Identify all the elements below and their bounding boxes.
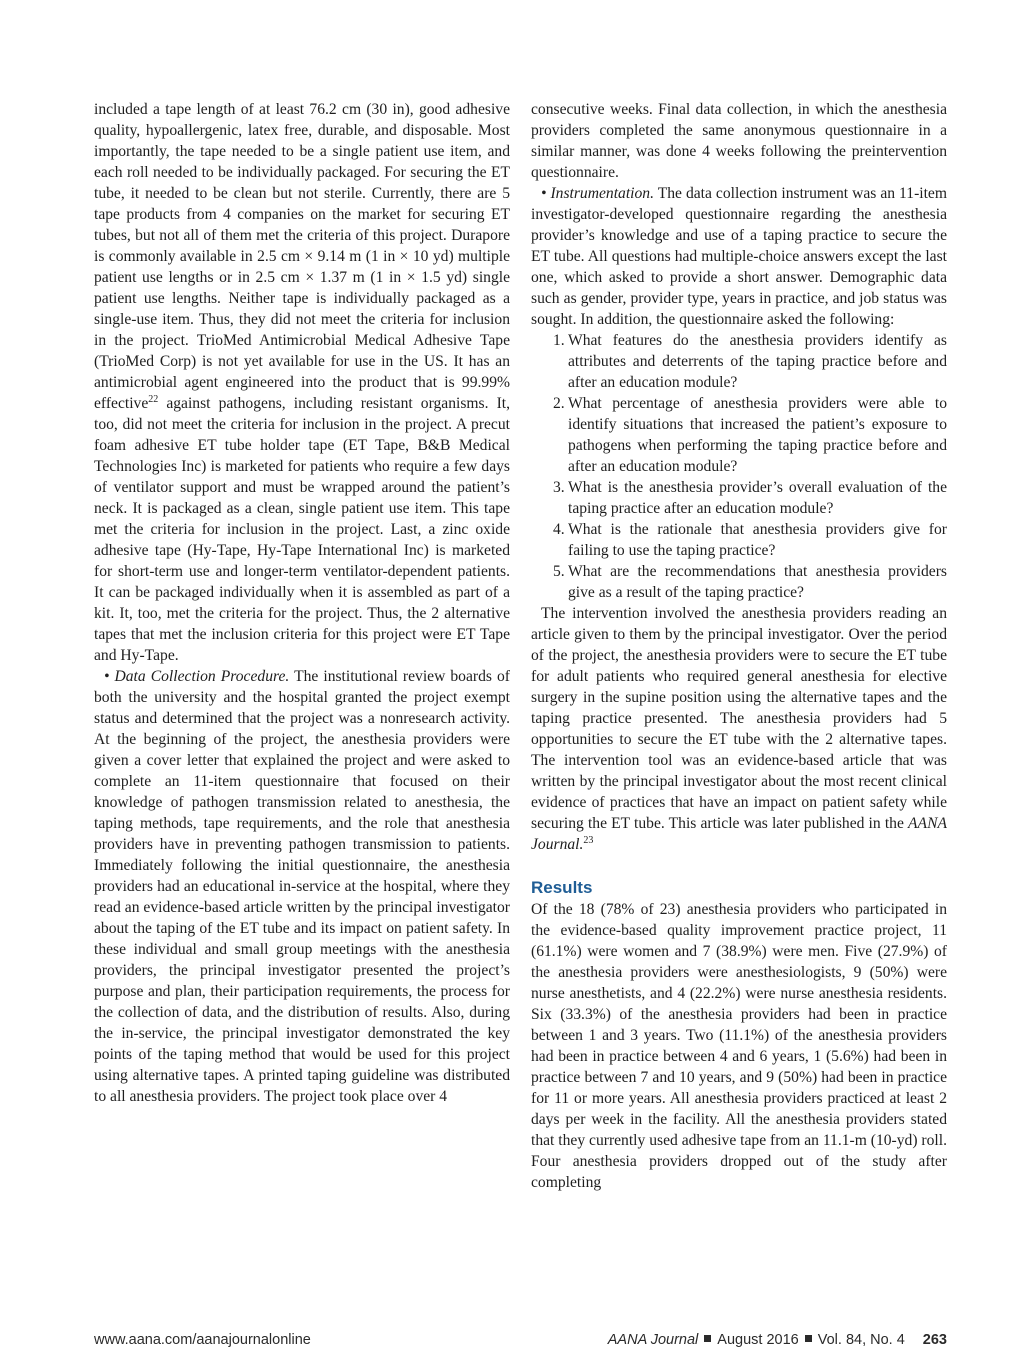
- body-paragraph: [531, 183, 947, 330]
- list-item-text: What are the recommendations that anesthesia providers give as a result of the taping practice?: [568, 563, 947, 601]
- list-number: 5.: [553, 563, 565, 580]
- paragraph-text: The intervention involved the anesthesia providers reading an article given to them by the principal investigator. Over the period of the project, the anesthesia providers were to secure the ET tube for adult patients who required general anesthesia for elective surgery in the supine position using the alternative tapes and the taping practice presented. The anesthesia providers had 5 opportunities to secure the ET tube with the 2 alternative tapes. The intervention tool was an evidence-based article that was written by the principal investigator about the most recent clinical evidence of practices that have an impact on patient safety while securing the ET tube. This article was later published in the: [531, 605, 947, 832]
- citation-superscript: 23: [583, 835, 594, 846]
- list-number: 3.: [553, 479, 565, 496]
- body-paragraph: [531, 899, 947, 1193]
- list-item-text: What is the rationale that anesthesia providers give for failing to use the taping practice?: [568, 521, 947, 559]
- list-item-text: What is the anesthesia provider’s overall evaluation of the taping practice after an education module?: [568, 479, 947, 517]
- footer-url[interactable]: www.aana.com/aanajournalonline: [94, 1332, 311, 1348]
- list-item: [531, 393, 947, 477]
- list-item-text: What percentage of anesthesia providers were able to identify situations that increased the patient’s exposure to pathogens when performing the taping practice before and after an education module?: [568, 395, 947, 475]
- paragraph-text: against pathogens, including resistant organisms. It, too, did not meet the criteria for inclusion in the project. A precut foam adhesive ET tube holder tape (ET Tape, B&B Medical Technologies Inc) is marketed for patients who require a few days of ventilator support and must be wrapped around the patient’s neck. It is packaged as a clean, single patient use item. This tape met the criteria for inclusion in the project. Last, a zinc oxide adhesive tape (Hy-Tape, Hy-Tape International Inc) is marketed for short-term use and longer-term ventilator-dependent patients. It can be packaged individually when it is assembled as part of a kit. It, too, met the criteria for the project. Thus, the 2 alternative tapes that met the inclusion criteria for this project were ET Tape and Hy-Tape.: [94, 395, 510, 664]
- page-number: 263: [922, 1332, 947, 1348]
- question-list: [531, 330, 947, 603]
- list-number: 1.: [553, 332, 565, 349]
- paragraph-text: included a tape length of at least 76.2 cm (30 in), good adhesive quality, hypoallergenic, latex free, durable, and disposable. Most importantly, the tape needed to be a single patient use item, and each roll needed to be individually packaged. For securing the ET tube, it needed to be clean but not sterile. Currently, there are 5 tape products from 4 companies on the market for securing ET tubes, but not all of them met the criteria of this project. Durapore is commonly available in 2.5 cm × 9.14 m (1 in × 10 yd) multiple patient use lengths or in 2.5 cm × 1.37 m (1 in × 1.5 yd) single patient use lengths. Neither tape is individually packaged as a single-use item. Thus, they did not meet the criteria for inclusion in the project. TrioMed Antimicrobial Medical Adhesive Tape (TrioMed Corp) is not yet available for use in the US. It has an antimicrobial agent engineered into the product that is 99.99% effective: [94, 101, 510, 412]
- body-paragraph: [94, 99, 510, 666]
- paragraph-text: Of the 18 (78% of 23) anesthesia providers who participated in the evidence-based quality improvement practice project, 11 (61.1%) were women and 7 (38.9%) were men. Five (27.9%) of the anesthesia providers were anesthesiologists, 9 (50%) were nurse anesthetists, and 4 (22.2%) were nurse anesthesia residents. Six (33.3%) of the anesthesia providers had been in practice between 1 and 3 years. Two (11.1%) of the anesthesia providers had been in practice between 4 and 6 years, 1 (5.6%) had been in practice between 7 and 10 years, and 9 (50%) had been in practice for 11 or more years. All anesthesia providers practiced at least 2 days per week in the facility. All the anesthesia providers stated that they currently used adhesive tape from an 11.1-m (10-yd) roll. Four anesthesia providers dropped out of the study after completing: [531, 901, 947, 1191]
- footer-date: August 2016: [717, 1332, 799, 1348]
- section-heading-results: Results: [531, 878, 593, 897]
- citation-superscript: 22: [148, 394, 159, 405]
- list-item: [531, 330, 947, 393]
- body-paragraph: [531, 99, 947, 183]
- subsection-heading: • Data Collection Procedure.: [104, 668, 290, 685]
- footer-journal: AANA Journal: [607, 1332, 699, 1348]
- subsection-heading: • Instrumentation.: [541, 185, 654, 202]
- footer-citation: [608, 1332, 947, 1348]
- footer-volume: Vol. 84, No. 4: [817, 1332, 905, 1348]
- list-item: [531, 561, 947, 603]
- list-number: 4.: [553, 521, 565, 538]
- square-bullet-icon: [805, 1335, 812, 1342]
- paragraph-text: consecutive weeks. Final data collection, in which the anesthesia providers completed the same anonymous questionnaire in a similar manner, was done 4 weeks following the preintervention questionnaire.: [531, 101, 947, 181]
- square-bullet-icon: [704, 1335, 711, 1342]
- list-item: [531, 519, 947, 561]
- list-item-text: What features do the anesthesia providers identify as attributes and deterrents of the taping practice before and after an education module?: [568, 332, 947, 391]
- list-number: 2.: [553, 395, 565, 412]
- body-paragraph: [531, 603, 947, 855]
- body-paragraph: [94, 666, 510, 1107]
- list-item: [531, 477, 947, 519]
- journal-title: AANA Journal.: [531, 815, 947, 853]
- paragraph-text: The data collection instrument was an 11-item investigator-developed questionnaire regarding the anesthesia provider’s knowledge and use of a taping practice to secure the ET tube. All questions had multiple-choice answers except the last one, which asked to provide a short answer. Demographic data such as gender, provider type, years in practice, and job status was sought. In addition, the questionnaire asked the following:: [531, 185, 947, 328]
- right-column: [531, 99, 947, 1193]
- paragraph-text: The institutional review boards of both the university and the hospital granted the project exempt status and determined that the project was a nonresearch activity. At the beginning of the project, the anesthesia providers were given a cover letter that explained the project and were asked to complete an 11-item questionnaire that focused on their knowledge of pathogen transmission related to anesthesia, the taping methods, tape requirements, and the role that anesthesia providers have in preventing pathogen transmission to patients. Immediately following the initial questionnaire, the anesthesia providers had an educational in-service at the hospital, where they read an evidence-based article written by the principal investigator about the taping of the ET tube and its impact on patient safety. In these individual and small group meetings with the anesthesia providers, the principal investigator presented the project’s purpose and plan, their participation requirements, the process for the collection of data, and the distribution of results. Also, during the in-service, the principal investigator demonstrated the key points of the taping method that would be used for this project using alternative tapes. A printed taping guideline was distributed to all anesthesia providers. The project took place over 4: [94, 668, 510, 1105]
- left-column: [94, 99, 510, 1107]
